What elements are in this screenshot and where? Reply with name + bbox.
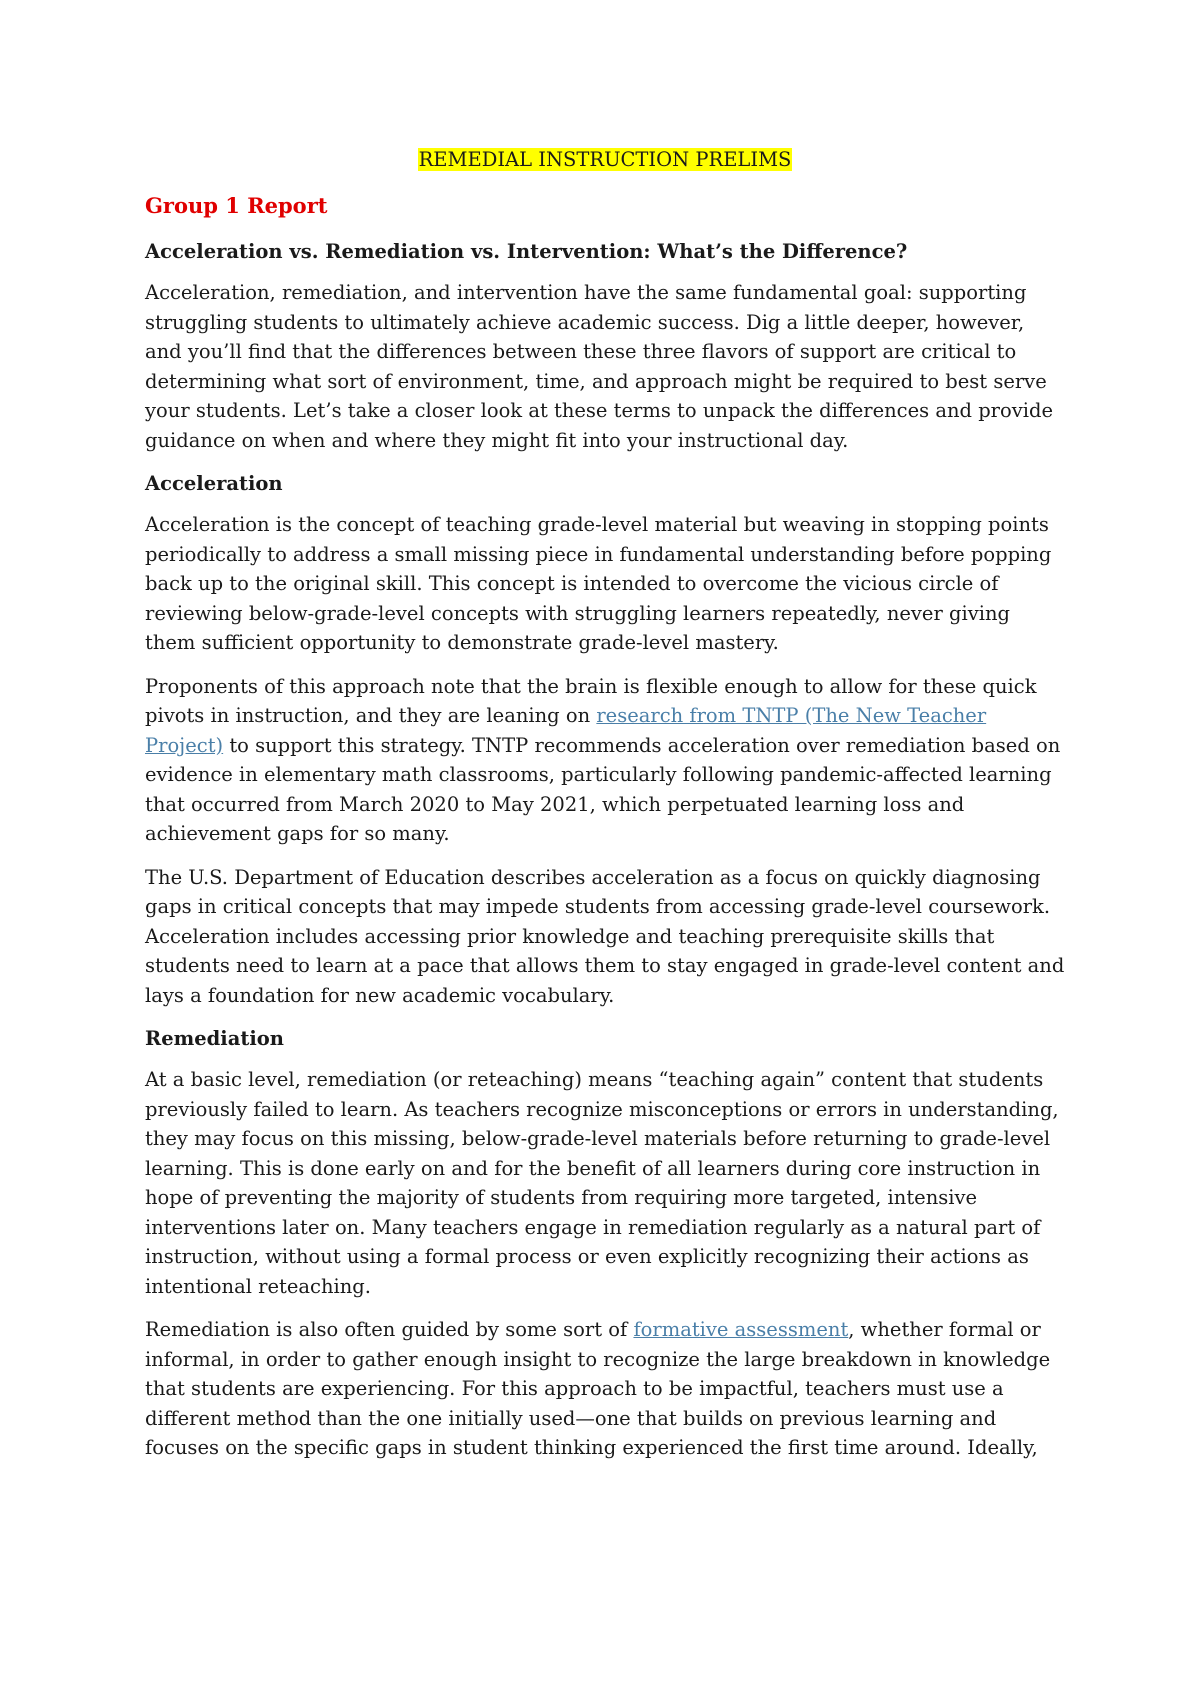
document-page [145,145,1065,1477]
remediation-p2-text-before: Remediation is also often guided by some sort of [145,1318,634,1341]
acceleration-p2-text-after: to support this strategy. TNTP recommends acceleration over remediation based on evidence in elementary math classrooms, particularly following pandemic-affected learning that occurred from March 2020 to May 2021, which perpetuated learning loss and achievement gaps for so many. [145,733,1061,845]
remediation-heading: Remediation [145,1027,284,1050]
remediation-p2-text-after: , whether formal or informal, in order to gather enough insight to recognize the large breakdown in knowledge that students are experiencing. For this approach to be impactful, teachers must use a different method than the one initially used—one that builds on previous learning and focuses on the specific gaps in student thinking experienced the first time around. Ideally, [145,1318,1051,1459]
group-label: Group 1 Report [145,193,328,218]
document-title [145,145,1065,175]
remediation-paragraph-2 [145,1315,1065,1463]
acceleration-heading: Acceleration [145,472,283,495]
main-heading: Acceleration vs. Remediation vs. Intervention: What’s the Difference? [145,240,908,263]
formative-assessment-link[interactable]: formative assessment [633,1318,849,1341]
remediation-paragraph-1: At a basic level, remediation (or reteaching) means “teaching again” content that students previously failed to learn. As teachers recognize misconceptions or errors in understanding, they may focus on this missing, below-grade-level materials before returning to grade-level learning. This is done early on and for the benefit of all learners during core instruction in hope of preventing the majority of students from requiring more targeted, intensive interventions later on. Many teachers engage in remediation regularly as a natural part of instruction, without using a formal process or even explicitly recognizing their actions as intentional reteaching. [145,1068,1059,1298]
document-title-text: REMEDIAL INSTRUCTION PRELIMS [418,148,792,171]
tntp-research-link[interactable]: research from TNTP (The New Teacher Project) [145,704,987,757]
acceleration-paragraph-1: Acceleration is the concept of teaching grade-level material but weaving in stopping points periodically to address a small missing piece in fundamental understanding before popping back up to the original skill. This concept is intended to overcome the vicious circle of reviewing below-grade-level concepts with struggling learners repeatedly, never giving them sufficient opportunity to demonstrate grade-level mastery. [145,513,1052,654]
intro-paragraph: Acceleration, remediation, and intervention have the same fundamental goal: supporting struggling students to ultimately achieve academic success. Dig a little deeper, however, and you’ll find that the differences between these three flavors of support are critical to determining what sort of environment, time, and approach might be required to best serve your students. Let’s take a closer look at these terms to unpack the differences and provide guidance on when and where they might fit into your instructional day. [145,281,1054,452]
acceleration-paragraph-2 [145,672,1065,849]
acceleration-paragraph-3: The U.S. Department of Education describes acceleration as a focus on quickly diagnosing gaps in critical concepts that may impede students from accessing grade-level coursework. Acceleration includes accessing prior knowledge and teaching prerequisite skills that students need to learn at a pace that allows them to stay engaged in grade-level content and lays a foundation for new academic vocabulary. [145,865,1065,1007]
acceleration-p2-text-before: Proponents of this approach note that the brain is flexible enough to allow for these quick pivots in instruction, and they are leaning on [145,674,1037,727]
